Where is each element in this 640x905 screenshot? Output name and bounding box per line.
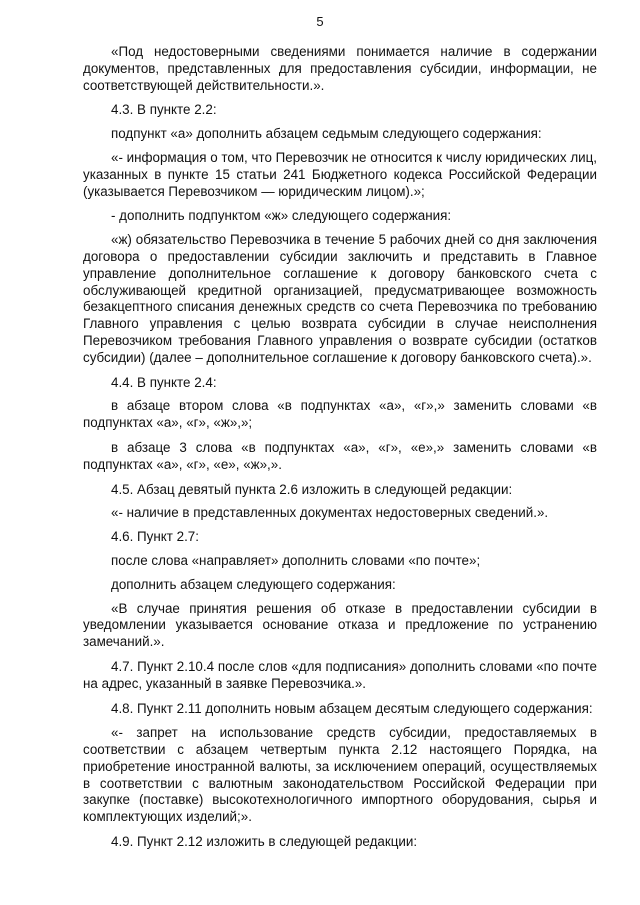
paragraph: в абзаце 3 слова «в подпунктах «а», «г», «е»,» заменить словами «в подпунктах «а», «г», «е», «ж»,». (83, 439, 597, 472)
document-body (83, 44, 597, 858)
paragraph: «- информация о том, что Перевозчик не относится к числу юридических лиц, указанных в пункте 15 статьи 241 Бюджетного кодекса Российской Федерации (указывается Перевозчиком — юридическим лицом).»; (83, 149, 597, 199)
page-number: 5 (316, 14, 324, 29)
paragraph: «В случае принятия решения об отказе в предоставлении субсидии в уведомлении указывается основание отказа и предложение по устранению замечаний.». (83, 600, 597, 650)
paragraph: «ж) обязательство Перевозчика в течение 5 рабочих дней со дня заключения договора о предоставлении субсидии заключить и представить в Главное управление дополнительное соглашение к договору банковского счета с обслуживающей кредитной организацией, предусматривающее возможность безакцептного списания денежных средств со счета Перевозчика по требованию Главного управления с целью возврата субсидии в случае неисполнения Перевозчиком требования Главного управления о возврате субсидии (остатков субсидии) (далее – дополнительное соглашение к договору банковского счета).». (83, 232, 597, 365)
paragraph: 4.9. Пункт 2.12 изложить в следующей редакции: (111, 834, 418, 850)
paragraph: 4.8. Пункт 2.11 дополнить новым абзацем десятым следующего содержания: (111, 700, 593, 716)
paragraph: «- запрет на использование средств субсидии, предоставляемых в соответствии с абзацем четвертым пункта 2.12 настоящего Порядка, на приобретение иностранной валюты, за исключением операций, осуществляемых в соответствии с валютным законодательством Российской Федерации при закупке (поставке) высокотехнологичного импортного оборудования, сырья и комплектующих изделий;». (83, 725, 597, 825)
paragraph: - дополнить подпунктом «ж» следующего содержания: (111, 208, 452, 224)
paragraph: 4.4. В пункте 2.4: (111, 374, 217, 390)
paragraph: 4.5. Абзац девятый пункта 2.6 изложить в следующей редакции: (111, 481, 513, 497)
paragraph: 4.7. Пункт 2.10.4 после слов «для подписания» дополнить словами «по почте на адрес, указанный в заявке Перевозчика.». (83, 658, 597, 691)
paragraph: «- наличие в представленных документах недостоверных сведений.». (111, 505, 549, 521)
paragraph: подпункт «а» дополнить абзацем седьмым следующего содержания: (111, 126, 542, 142)
paragraph: 4.3. В пункте 2.2: (111, 102, 217, 118)
paragraph: 4.6. Пункт 2.7: (111, 529, 199, 545)
paragraph: дополнить абзацем следующего содержания: (111, 576, 396, 592)
paragraph: в абзаце втором слова «в подпунктах «а», «г»,» заменить словами «в подпунктах «а», «г», «ж»,»; (83, 398, 597, 431)
paragraph: «Под недостоверными сведениями понимается наличие в содержании документов, представленных для предоставления субсидии, информации, не соответствующей действительности.». (83, 44, 597, 93)
paragraph: после слова «направляет» дополнить словами «по почте»; (111, 552, 481, 568)
